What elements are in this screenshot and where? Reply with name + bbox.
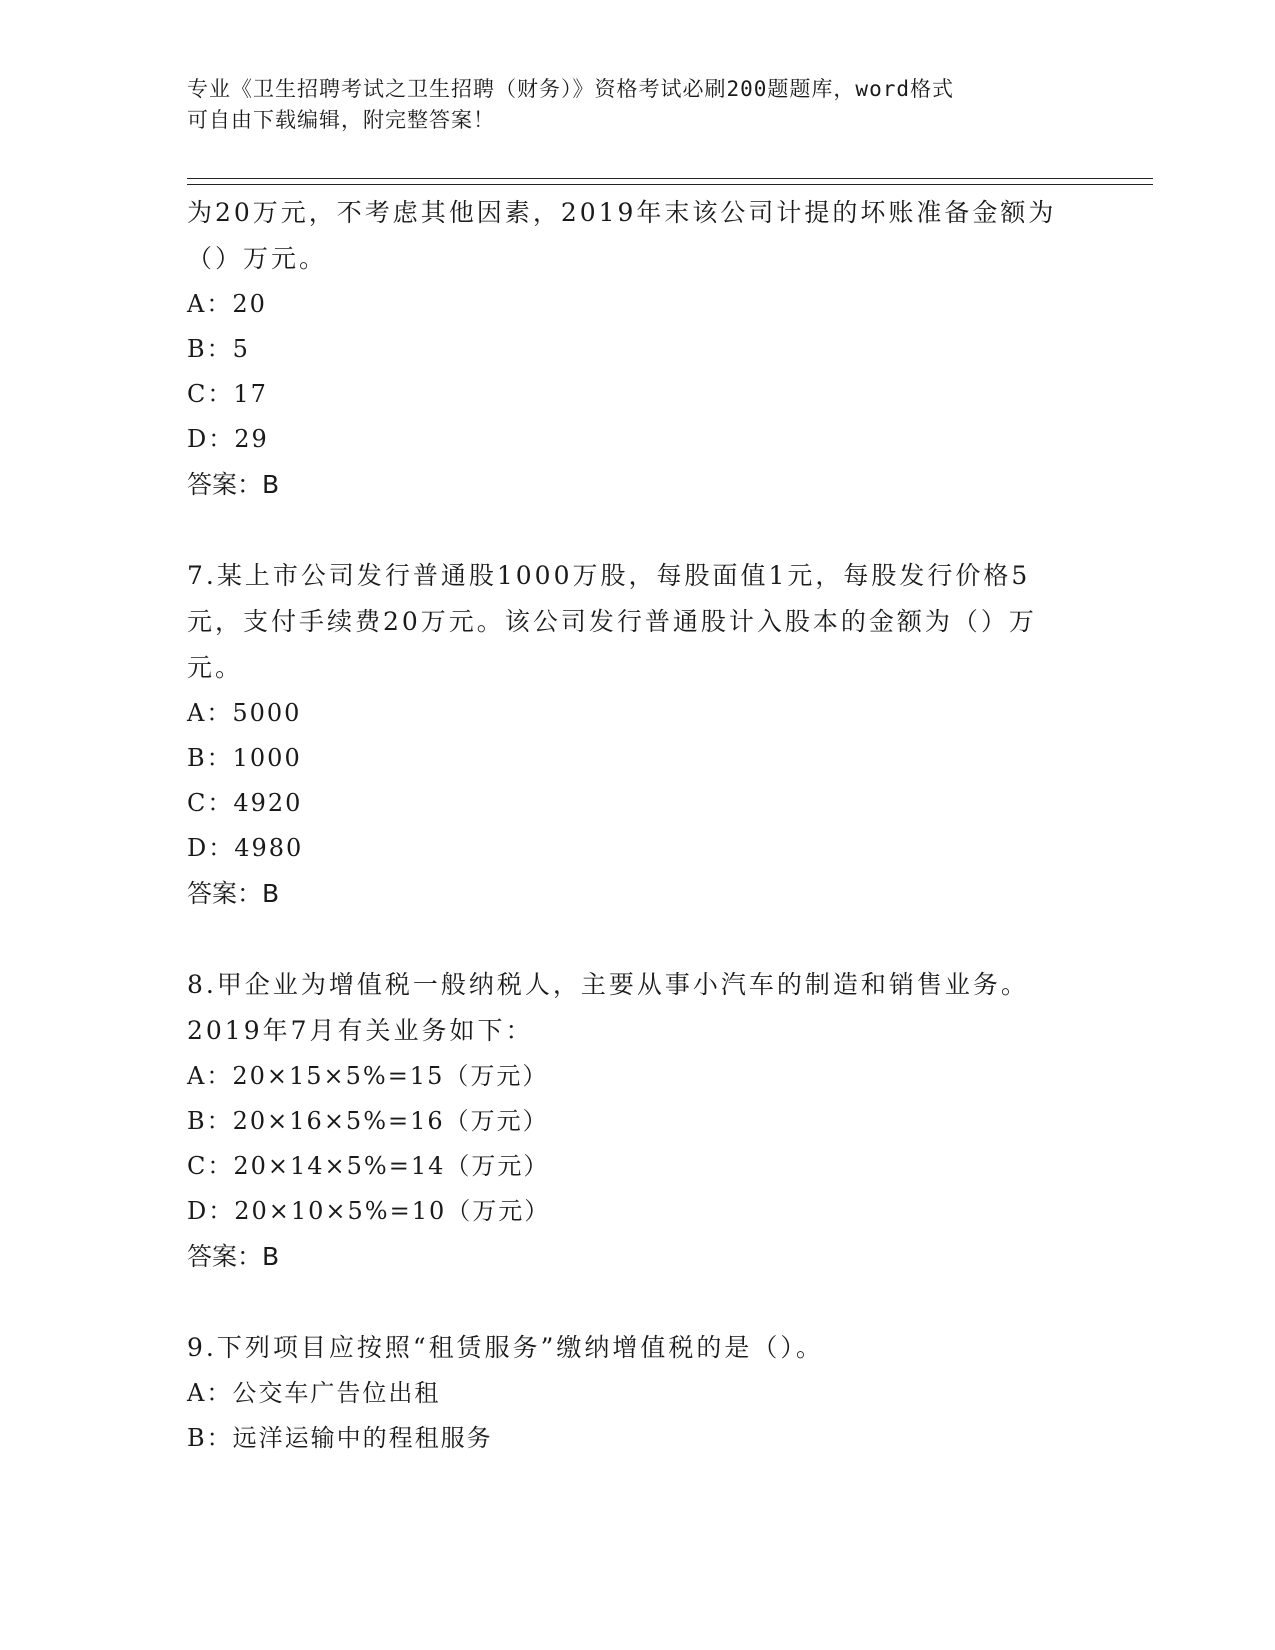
question-text: 为20万元，不考虑其他因素，2019年末该公司计提的坏账准备金额为 [187,198,1057,227]
option-b: B：5 [187,335,250,363]
option-a: A：20 [187,290,267,318]
question-8 [187,962,1087,1279]
spacer [187,1279,1087,1325]
question-text: 2019年7月有关业务如下： [187,1016,534,1045]
question-text: 8.甲企业为增值税一般纳税人，主要从事小汽车的制造和销售业务。 [187,970,1029,999]
option-c: C：20×14×5%=14（万元） [187,1152,550,1180]
option-d: D：4980 [187,834,304,862]
spacer [187,507,1087,553]
question-text: 元，支付手续费20万元。该公司发行普通股计入股本的金额为（）万 [187,607,1037,636]
header-divider-bottom [187,184,1153,185]
answer-line: 答案：B [187,470,280,499]
question-content [187,190,1087,1461]
answer-line: 答案：B [187,879,280,908]
question-text: （）万元。 [187,244,328,273]
spacer [187,916,1087,962]
option-c: C：17 [187,380,268,408]
option-a: A：公交车广告位出租 [187,1379,441,1407]
question-text: 元。 [187,653,244,682]
question-6 [187,190,1087,507]
answer-line: 答案：B [187,1242,280,1271]
header-title-line1: 专业《卫生招聘考试之卫生招聘（财务）》资格考试必刷200题题库，word格式 [187,77,954,101]
option-a: A：5000 [187,699,302,727]
document-header [187,74,1067,136]
option-b: B：远洋运输中的程租服务 [187,1424,493,1452]
option-b: B：20×16×5%=16（万元） [187,1107,549,1135]
option-c: C：4920 [187,789,303,817]
header-divider-top [187,178,1153,179]
question-text: 7.某上市公司发行普通股1000万股，每股面值1元，每股发行价格5 [187,561,1031,590]
option-d: D：29 [187,425,269,453]
option-b: B：1000 [187,744,302,772]
question-7 [187,553,1087,916]
option-d: D：20×10×5%=10（万元） [187,1197,551,1225]
option-a: A：20×15×5%=15（万元） [187,1062,549,1090]
question-9 [187,1325,1087,1461]
question-text: 9.下列项目应按照“租赁服务”缴纳增值税的是（）。 [187,1333,824,1362]
header-title-line2: 可自由下载编辑，附完整答案！ [187,108,495,132]
